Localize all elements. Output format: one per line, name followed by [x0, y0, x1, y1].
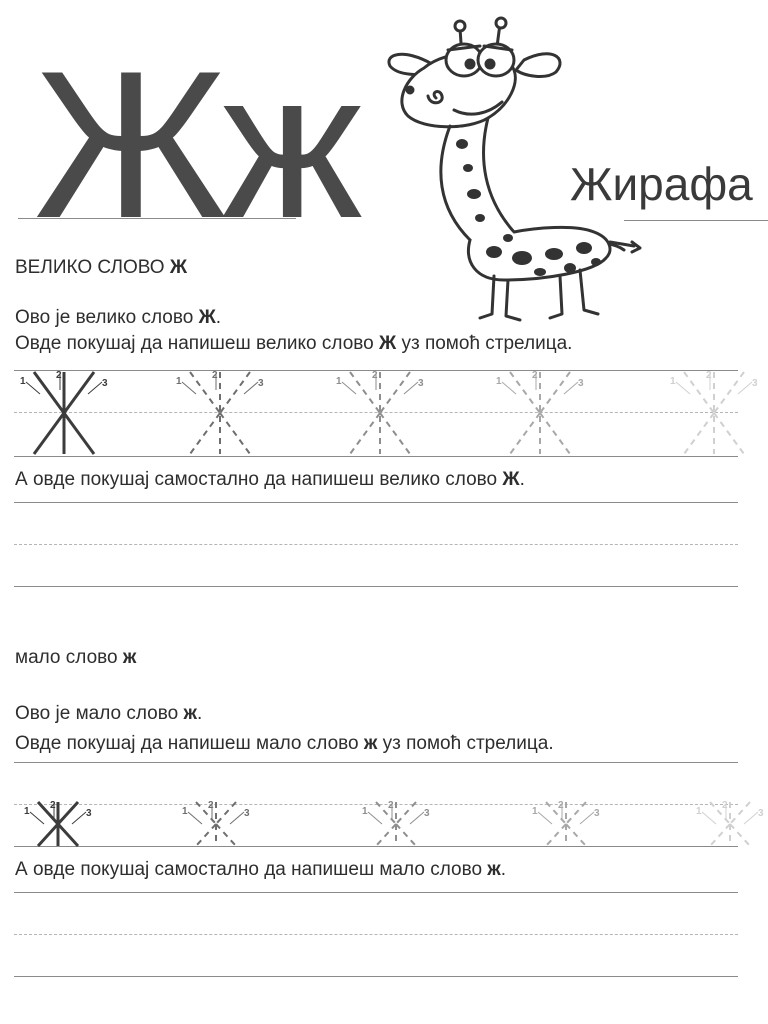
- upper-letter-1-num-3: 3: [102, 378, 108, 389]
- upper-letter-3-stroke-lower-right: [380, 413, 410, 454]
- lowercase-line-2: Овде покушај да напишеш мало слово ж уз помоћ стрелица.: [15, 733, 554, 754]
- lower-letter-5-stroke-lower-left: [710, 824, 730, 846]
- lower-letter-5-num-1: 1: [696, 806, 702, 817]
- lowercase-line-1: Ово је мало слово ж.: [15, 703, 203, 724]
- upper-letter-5-num-3: 3: [752, 378, 758, 389]
- upper-letter-5-num-2: 2: [706, 370, 712, 381]
- lower-letter-2-stroke-lower-left: [196, 824, 216, 846]
- upper-letter-3-num-3: 3: [418, 378, 424, 389]
- lower-letter-2-num-2: 2: [208, 800, 214, 811]
- upper-letter-4-stroke-lower-left: [510, 413, 540, 454]
- lower-letter-3-arrow-1: [368, 812, 382, 824]
- upper-letter-2-num-1: 1: [176, 376, 182, 387]
- upper-letter-5-num-1: 1: [670, 376, 676, 387]
- upper-letter-1-stroke-lower-right: [64, 413, 94, 454]
- lower-letter-3-num-2: 2: [388, 800, 394, 811]
- uppercase-line-3: А овде покушај самостално да напишеш велико слово Ж.: [15, 469, 525, 490]
- upper-letter-2-stroke-lower-right: [220, 413, 250, 454]
- lower-letter-2-stroke-lower-right: [216, 824, 236, 846]
- lower-letter-3-num-1: 1: [362, 806, 368, 817]
- upper-letter-1-stroke-lower-left: [34, 413, 64, 454]
- lower-letter-4-num-2: 2: [558, 800, 564, 811]
- lower-letter-4-stroke-lower-right: [566, 824, 586, 846]
- lower-letter-3-stroke-upper-right: [396, 802, 416, 824]
- lower-letter-1-arrow-1: [30, 812, 44, 824]
- lower-letter-5-arrow-1: [702, 812, 716, 824]
- upper-letter-4-num-1: 1: [496, 376, 502, 387]
- lower-write-mid-line[interactable]: [14, 934, 738, 935]
- lower-write-top-line[interactable]: [14, 892, 738, 893]
- lower-letter-2-num-3: 3: [244, 808, 250, 819]
- upper-letter-2-stroke-lower-left: [190, 413, 220, 454]
- upper-letter-3-arrow-3: [404, 382, 418, 394]
- upper-letter-4-num-2: 2: [532, 370, 538, 381]
- lower-letter-3-num-3: 3: [424, 808, 430, 819]
- lower-write-bottom-line[interactable]: [14, 976, 738, 977]
- lower-letter-5-stroke-lower-right: [730, 824, 750, 846]
- lower-letter-1-num-3: 3: [86, 808, 92, 819]
- lower-letter-3-stroke-lower-right: [396, 824, 416, 846]
- upper-letter-1-num-2: 2: [56, 370, 62, 381]
- lower-letter-5-num-3: 3: [758, 808, 764, 819]
- lower-letter-3-stroke-lower-left: [376, 824, 396, 846]
- heading-underline: [18, 218, 296, 219]
- uppercase-line-1: Ово је велико слово Ж.: [15, 307, 222, 328]
- upper-letter-2-arrow-1: [182, 382, 196, 394]
- lowercase-line-3: А овде покушај самостално да напишеш мало слово ж.: [15, 859, 507, 880]
- upper-letter-2-num-3: 3: [258, 378, 264, 389]
- lower-letter-1-arrow-3: [72, 812, 86, 824]
- upper-letter-3-num-1: 1: [336, 376, 342, 387]
- upper-write-bottom-line[interactable]: [14, 586, 738, 587]
- upper-letter-5-stroke-lower-right: [714, 413, 744, 454]
- upper-letter-4-stroke-lower-right: [540, 413, 570, 454]
- upper-letter-1-arrow-1: [26, 382, 40, 394]
- lower-letter-1-num-1: 1: [24, 806, 30, 817]
- lower-letter-2-arrow-1: [188, 812, 202, 824]
- lower-letter-4-num-1: 1: [532, 806, 538, 817]
- lower-letter-1-stroke-lower-right: [58, 824, 78, 846]
- lower-letter-2-num-1: 1: [182, 806, 188, 817]
- lower-letter-1-num-2: 2: [50, 800, 56, 811]
- upper-write-top-line[interactable]: [14, 502, 738, 503]
- upper-letter-1-arrow-3: [88, 382, 102, 394]
- lower-letter-4-arrow-3: [580, 812, 594, 824]
- uppercase-tracing-row[interactable]: [14, 364, 758, 460]
- lowercase-tracing-row[interactable]: [14, 784, 764, 850]
- upper-letter-5-arrow-1: [676, 382, 690, 394]
- upper-letter-5-stroke-lower-left: [684, 413, 714, 454]
- lowercase-title: мало слово ж: [15, 647, 137, 668]
- lower-letter-2-stroke-upper-right: [216, 802, 236, 824]
- upper-write-mid-line[interactable]: [14, 544, 738, 545]
- lower-letter-4-num-3: 3: [594, 808, 600, 819]
- big-letters-heading: Жж: [34, 27, 357, 262]
- upper-letter-4-arrow-3: [564, 382, 578, 394]
- upper-letter-1-num-1: 1: [20, 376, 26, 387]
- uppercase-line-2: Овде покушај да напишеш велико слово Ж уз помоћ стрелица.: [15, 333, 573, 354]
- upper-letter-3-num-2: 2: [372, 370, 378, 381]
- lower-letter-1-stroke-upper-right: [58, 802, 78, 824]
- lower-letter-5-num-2: 2: [722, 800, 728, 811]
- lower-letter-4-arrow-1: [538, 812, 552, 824]
- lower-letter-3-arrow-3: [410, 812, 424, 824]
- upper-letter-4-arrow-1: [502, 382, 516, 394]
- upper-letter-2-arrow-3: [244, 382, 258, 394]
- upper-letter-4-num-3: 3: [578, 378, 584, 389]
- upper-letter-3-arrow-1: [342, 382, 356, 394]
- upper-letter-5-arrow-3: [738, 382, 752, 394]
- upper-letter-3-stroke-lower-left: [350, 413, 380, 454]
- lower-letter-5-stroke-upper-right: [730, 802, 750, 824]
- animal-word: Жирафа: [570, 158, 753, 210]
- lower-letter-4-stroke-upper-right: [566, 802, 586, 824]
- upper-letter-2-num-2: 2: [212, 370, 218, 381]
- lower-letter-5-arrow-3: [744, 812, 758, 824]
- lower-trace-top-line: [14, 762, 738, 763]
- uppercase-title: ВЕЛИКО СЛОВО Ж: [15, 257, 188, 278]
- lower-letter-2-arrow-3: [230, 812, 244, 824]
- animal-word-underline: [624, 220, 768, 221]
- lower-letter-4-stroke-lower-left: [546, 824, 566, 846]
- lower-letter-1-stroke-lower-left: [38, 824, 58, 846]
